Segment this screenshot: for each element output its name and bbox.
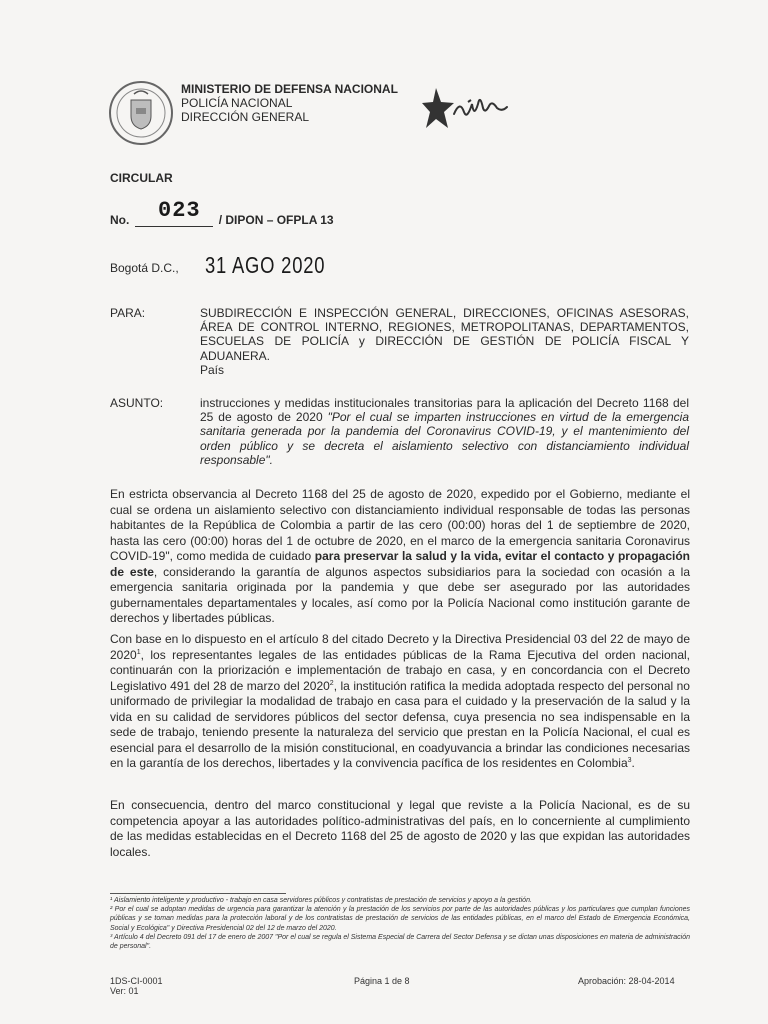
city-label: Bogotá D.C., <box>110 261 179 275</box>
asunto-body: instrucciones y medidas institucionales transitorias para la aplicación del Decreto 1168 del 25 de agosto de 2020 <box>200 396 689 425</box>
paragraph-1-text-end: , considerando la garantía de algunos aspectos subsidiarios para la sociedad con ocasión a la emergencia sanitaria originada por la pandemia y que debe ser asegurado por las autoridades gubernamentales departamentales y locales, así como por la Policía Nacional como institución garante de derechos y libertades públicas. <box>110 564 691 625</box>
asunto-label: ASUNTO: <box>110 396 164 410</box>
footnote-2: ² Por el cual se adoptan medidas de urgencia para garantizar la atención y la prestación de los servicios por parte de las autoridades públicas y los particulares que cumplan funciones públicas y se toman medidas para la protección laboral y de los contratistas de prestación de servicios de las entidades públicas, en el marco del Estado de Emergencia Económica, Social y Ecológica" y Directiva Presidencial 02 del 12 de marzo del 2020. <box>110 906 690 932</box>
paragraph-2-text-b: , los representantes legales de las entidades públicas de la Rama Ejecutiva del orden nacional, continuarán con la priorización e implementación de trabajo en casa, y en concordancia con el Decreto Legislativo 491 del 28 de marzo del 2020 <box>110 647 690 693</box>
number-label: No. <box>110 213 130 227</box>
circular-label: CIRCULAR <box>110 171 173 185</box>
footnotes <box>110 896 690 951</box>
circular-number <box>110 198 334 227</box>
page-number: Página 1 de 8 <box>354 976 410 986</box>
number-code: / DIPON – OFPLA 13 <box>218 213 334 227</box>
para-label: PARA: <box>110 306 146 320</box>
footer-document-code <box>110 976 163 996</box>
footnote-ref-3: 3 <box>627 757 632 764</box>
paragraph-1 <box>110 487 690 627</box>
institution-header <box>181 82 398 124</box>
number-value: 023 <box>158 198 201 223</box>
paragraph-2-text-c: , la institución ratifica la medida adoptada respecto del personal no uniformado de privilegiar la modalidad de trabajo en casa para el cuidado y la preservación de la salud y la vida en su calidad de servidores públicos del sector defensa, cuya presencia no sea indispensable en la sede de trabajo, teniendo presente la naturaleza del servicio que prestan en la Policía Nacional, el cual es esencial para el desarrollo de la misión constitucional, en coadyuvancia a brindar las condiciones necesarias en la garantía de los derechos, libertades y la convivencia pacífica de los residentes en Colombia <box>110 678 690 770</box>
date-line <box>110 252 326 278</box>
directorate-name: DIRECCIÓN GENERAL <box>181 110 310 124</box>
paragraph-2-text: Con base en lo dispuesto en el artículo 8 del citado Decreto y la Directiva Presidencial 03 del 22 de mayo de 2020 <box>110 632 690 662</box>
coat-of-arms-seal-icon <box>108 80 174 146</box>
approval-date: Aprobación: 28-04-2014 <box>578 976 675 986</box>
paragraph-3: En consecuencia, dentro del marco constitucional y legal que reviste a la Policía Nacional, es de su competencia apoyar a las autoridades político-administrativas del país, en lo concerniente al cumplimiento de las medidas establecidas en el Decreto 1168 del 25 de agosto de 2020 y las que expidan las autoridades locales. <box>110 798 690 859</box>
footnote-3: ³ Artículo 4 del Decreto 091 del 17 de enero de 2007 "Por el cual se regula el Sistema Especial de Carrera del Sector Defensa y se dictan unas disposiciones en materia de administración de personal". <box>110 933 690 951</box>
handwritten-signature-icon <box>422 82 518 132</box>
paragraph-1-text: En estricta observancia al Decreto 1168 del 25 de agosto de 2020, expedido por el Gobierno, mediante el cual se ordena un aislamiento selectivo con distanciamiento individual responsable de todas las personas habitantes de la República de Colombia a partir de las cero (00:00) horas del 1 de septiembre de 2020, hasta las cero (00:00) horas del 1 de octubre de 2020, en el marco de la emergencia sanitaria Coronavirus COVID-19", como medida de cuidado <box>110 487 690 563</box>
document-version: Ver: 01 <box>110 986 139 996</box>
police-name: POLICÍA NACIONAL <box>181 96 293 110</box>
para-recipients <box>200 306 689 377</box>
date-stamp: 31 AGO 2020 <box>205 252 326 278</box>
paragraph-2 <box>110 632 690 772</box>
footnote-ref-1: 1 <box>136 648 141 656</box>
footnote-divider <box>110 893 286 894</box>
recipients-country: País <box>200 362 225 377</box>
ministry-name: MINISTERIO DE DEFENSA NACIONAL <box>181 82 398 96</box>
footnote-1: ¹ Aislamiento inteligente y productivo - trabajo en casa servidores públicos y contratistas de prestación de servicios y apoyo a la gestión. <box>110 897 532 904</box>
paragraph-1-bold: para preservar la salud y la vida, evitar el contacto y propagación de este <box>110 549 690 579</box>
footnote-ref-2: 2 <box>329 679 334 687</box>
paragraph-2-end: . <box>631 756 635 770</box>
recipients-text: SUBDIRECCIÓN E INSPECCIÓN GENERAL, DIRECCIONES, OFICINAS ASESORAS, ÁREA DE CONTROL INTERNO, REGIONES, METROPOLITANAS, DEPARTAMENTOS, ESCUELAS DE POLICÍA y DIRECCIÓN DE GESTIÓN DE POLICÍA FISCAL Y ADUANERA. <box>200 306 689 363</box>
asunto-quote: "Por el cual se imparten instrucciones en virtud de la emergencia sanitaria generada por la pandemia del Coronavirus COVID-19, y el mantenimiento del orden público y se decreta el aislamiento selectivo con distanciamiento individual responsable". <box>200 410 689 467</box>
document-code: 1DS-CI-0001 <box>110 976 163 986</box>
asunto-text <box>200 396 689 467</box>
